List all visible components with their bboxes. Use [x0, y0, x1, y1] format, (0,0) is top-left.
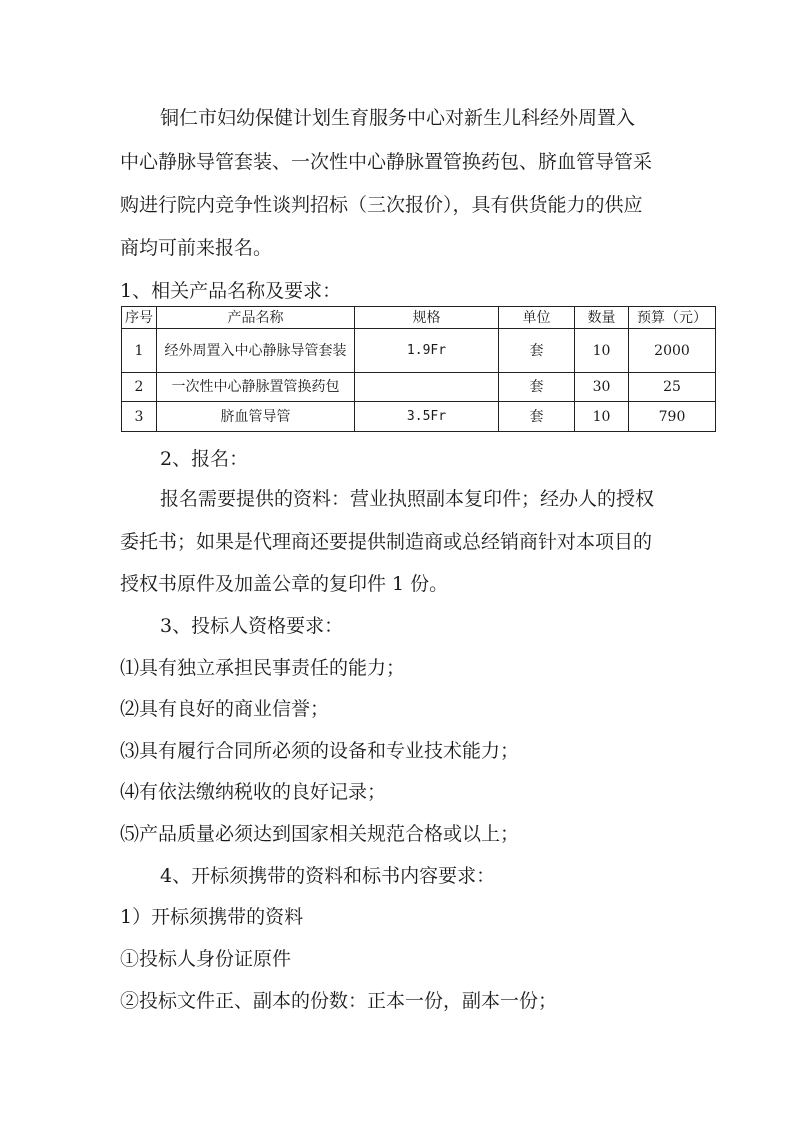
- bid-material-item-2: ②投标文件正、副本的份数：正本一份，副本一份；: [120, 990, 558, 1012]
- cell-budget: 790: [629, 402, 716, 432]
- section4-subtitle: 1）开标须携带的资料: [120, 906, 304, 928]
- product-table: [121, 306, 716, 432]
- header-budget: 预算（元）: [629, 307, 716, 329]
- cell-budget: 2000: [629, 329, 716, 373]
- qualification-item-2: ⑵具有良好的商业信誉；: [120, 698, 330, 720]
- cell-index: 3: [122, 402, 157, 432]
- section3-title: 3、投标人资格要求：: [160, 615, 344, 637]
- header-index: 序号: [122, 307, 157, 329]
- intro-line-3: 购进行院内竞争性谈判招标（三次报价），具有供货能力的供应: [120, 194, 643, 216]
- cell-product-name: 一次性中心静脉置管换药包: [157, 373, 355, 402]
- section2-para-line-3: 授权书原件及加盖公章的复印件 1 份。: [120, 573, 449, 595]
- qualification-item-5: ⑸产品质量必须达到国家相关规范合格或以上；: [120, 823, 520, 845]
- table-row: [122, 329, 716, 373]
- header-product-name: 产品名称: [157, 307, 355, 329]
- cell-quantity: 10: [575, 402, 629, 432]
- intro-line-4: 商均可前来报名。: [120, 237, 273, 259]
- qualification-item-3: ⑶具有履行合同所必须的设备和专业技术能力；: [120, 740, 520, 762]
- cell-budget: 25: [629, 373, 716, 402]
- cell-unit: 套: [499, 329, 575, 373]
- section1-title: 1、相关产品名称及要求：: [120, 280, 342, 302]
- cell-index: 2: [122, 373, 157, 402]
- cell-quantity: 30: [575, 373, 629, 402]
- header-spec: 规格: [355, 307, 499, 329]
- cell-unit: 套: [499, 373, 575, 402]
- section4-title: 4、开标须携带的资料和标书内容要求：: [160, 865, 496, 887]
- intro-line-2: 中心静脉导管套装、一次性中心静脉置管换药包、脐血管导管采: [120, 151, 653, 173]
- cell-spec: 3.5Fr: [355, 402, 499, 432]
- table-row: [122, 373, 716, 402]
- section2-title: 2、报名：: [160, 448, 249, 470]
- section2-para-line-2: 委托书；如果是代理商还要提供制造商或总经销商针对本项目的: [120, 531, 653, 553]
- cell-product-name: 经外周置入中心静脉导管套装: [157, 329, 355, 373]
- table-row: [122, 402, 716, 432]
- qualification-item-4: ⑷有依法缴纳税收的良好记录；: [120, 781, 387, 803]
- cell-quantity: 10: [575, 329, 629, 373]
- header-unit: 单位: [499, 307, 575, 329]
- cell-spec: [355, 373, 499, 402]
- table-header-row: [122, 307, 716, 329]
- intro-line-1: 铜仁市妇幼保健计划生育服务中心对新生儿科经外周置入: [160, 107, 636, 129]
- header-quantity: 数量: [575, 307, 629, 329]
- bid-material-item-1: ①投标人身份证原件: [120, 948, 292, 970]
- section2-para-line-1: 报名需要提供的资料：营业执照副本复印件；经办人的授权: [160, 488, 655, 510]
- cell-index: 1: [122, 329, 157, 373]
- cell-spec: 1.9Fr: [355, 329, 499, 373]
- cell-unit: 套: [499, 402, 575, 432]
- qualification-item-1: ⑴具有独立承担民事责任的能力；: [120, 657, 406, 679]
- cell-product-name: 脐血管导管: [157, 402, 355, 432]
